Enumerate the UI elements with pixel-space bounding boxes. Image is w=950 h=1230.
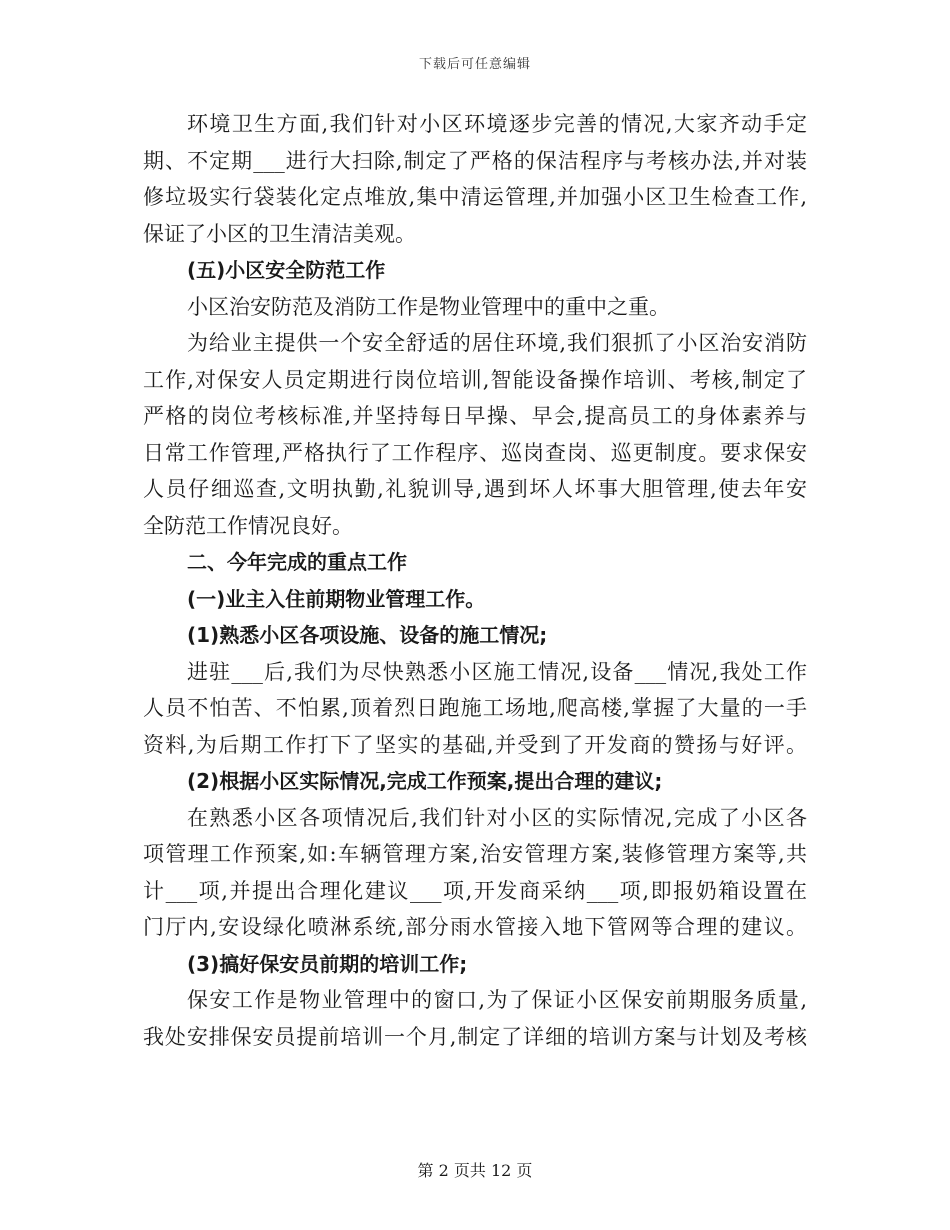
paragraph-line: 进驻___后,我们为尽快熟悉小区施工情况,设备___情况,我处工作 (187, 659, 807, 684)
paragraph-line: 修垃圾实行袋装化定点堆放,集中清运管理,并加强小区卫生检查工作, (143, 185, 807, 209)
paragraph-line: 门厅内,安设绿化喷淋系统,部分雨水管接入地下管网等合理的建议。 (143, 915, 807, 939)
paragraph-line: 保安工作是物业管理中的窗口,为了保证小区保安前期服务质量, (187, 988, 807, 1012)
paragraph-line: 小区治安防范及消防工作是物业管理中的重中之重。 (187, 294, 670, 319)
paragraph-line: 为给业主提供一个安全舒适的居住环境,我们狠抓了小区治安消防 (187, 331, 807, 355)
paragraph-line: 人员不怕苦、不怕累,顶着烈日跑施工场地,爬高楼,掌握了大量的一手 (143, 696, 807, 720)
paragraph-line: 工作,对保安人员定期进行岗位培训,智能设备操作培训、考核,制定了 (143, 367, 807, 392)
section-heading: (五)小区安全防范工作 (187, 258, 386, 282)
paragraph-line: 在熟悉小区各项情况后,我们针对小区的实际情况,完成了小区各 (187, 805, 807, 830)
section-heading: (2)根据小区实际情况,完成工作预案,提出合理的建议; (187, 769, 663, 793)
paragraph-line: 日常工作管理,严格执行了工作程序、巡岗查岗、巡更制度。要求保安 (143, 440, 807, 465)
paragraph-line: 项管理工作预案,如:车辆管理方案,治安管理方案,装修管理方案等,共 (143, 842, 807, 866)
section-heading: (1)熟悉小区各项设施、设备的施工情况; (187, 623, 548, 647)
paragraph-line: 全防范工作情况良好。 (143, 513, 353, 538)
paragraph-line: 期、不定期___进行大扫除,制定了严格的保洁程序与考核办法,并对装 (143, 148, 807, 173)
paragraph-line: 保证了小区的卫生清洁美观。 (143, 221, 416, 246)
paragraph-line: 人员仔细巡查,文明执勤,礼貌训导,遇到坏人坏事大胆管理,使去年安 (143, 477, 807, 501)
page-header-note: 下载后可任意编辑 (418, 57, 531, 72)
section-heading: 二、今年完成的重点工作 (187, 550, 407, 574)
section-heading: (一)业主入住前期物业管理工作。 (187, 586, 486, 611)
paragraph-line: 计___项,并提出合理化建议___项,开发商采纳___项,即报奶箱设置在 (143, 878, 807, 903)
paragraph-line: 我处安排保安员提前培训一个月,制定了详细的培训方案与计划及考核 (143, 1024, 807, 1049)
paragraph-line: 环境卫生方面,我们针对小区环境逐步完善的情况,大家齐动手定 (187, 112, 807, 136)
paragraph-line: 资料,为后期工作打下了坚实的基础,并受到了开发商的赞扬与好评。 (143, 732, 807, 757)
document-body (143, 106, 807, 1055)
paragraph-line: 严格的岗位考核标准,并坚持每日早操、早会,提高员工的身体素养与 (143, 404, 807, 428)
section-heading: (3)搞好保安员前期的培训工作; (187, 951, 468, 976)
page-number: 第 2 页共 12 页 (417, 1161, 533, 1180)
